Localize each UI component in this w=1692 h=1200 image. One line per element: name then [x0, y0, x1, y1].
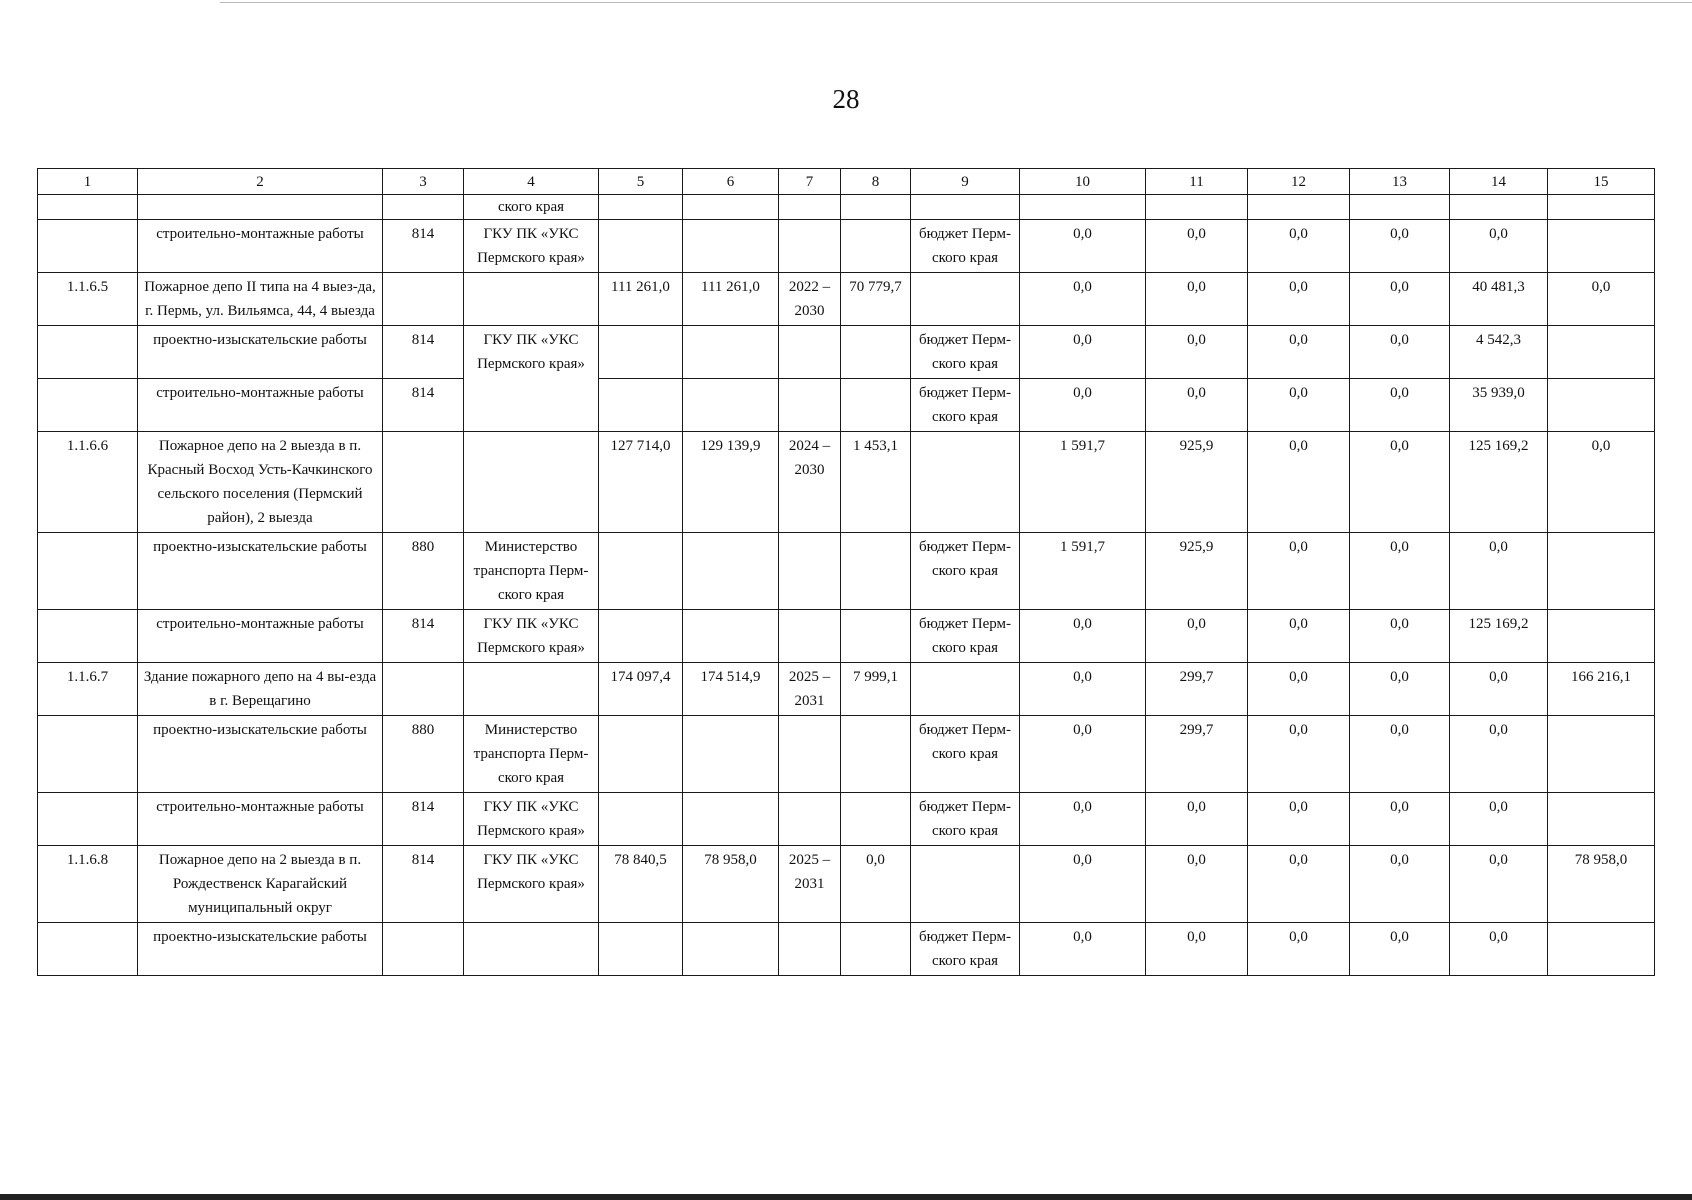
- value-cell: [599, 195, 683, 220]
- value-cell: 0,0: [1146, 326, 1248, 379]
- value-cell: [841, 793, 911, 846]
- name-cell: строительно-монтажные работы: [138, 379, 383, 432]
- value-cell: 0,0: [1248, 610, 1350, 663]
- row-number-cell: [38, 533, 138, 610]
- column-number: 13: [1350, 169, 1450, 195]
- table-row: [38, 663, 1655, 716]
- value-cell: 0,0: [1020, 273, 1146, 326]
- value-cell: 925,9: [1146, 533, 1248, 610]
- value-cell: 0,0: [1020, 379, 1146, 432]
- name-cell: строительно-монтажные работы: [138, 610, 383, 663]
- organization-cell: ГКУ ПК «УКС Пермского края»: [464, 610, 599, 663]
- value-cell: [599, 923, 683, 976]
- organization-cell: [464, 663, 599, 716]
- code-cell: 880: [383, 716, 464, 793]
- value-cell: 0,0: [1450, 663, 1548, 716]
- value-cell: 0,0: [1450, 846, 1548, 923]
- funding-source-cell: бюджет Перм-ского края: [911, 379, 1020, 432]
- name-cell: Пожарное депо на 2 выезда в п. Рождественск Карагайский муниципальный округ: [138, 846, 383, 923]
- table-row: [38, 432, 1655, 533]
- period-cell: [779, 793, 841, 846]
- column-number: 14: [1450, 169, 1548, 195]
- table-row: [38, 326, 1655, 379]
- period-cell: [779, 533, 841, 610]
- value-cell: [841, 923, 911, 976]
- value-cell: 0,0: [1350, 663, 1450, 716]
- value-cell: 0,0: [1350, 379, 1450, 432]
- value-cell: 0,0: [1248, 923, 1350, 976]
- value-cell: [841, 326, 911, 379]
- value-cell: 0,0: [1450, 793, 1548, 846]
- row-number-cell: [38, 220, 138, 273]
- value-cell: 0,0: [1450, 716, 1548, 793]
- value-cell: 0,0: [841, 846, 911, 923]
- table-row: [38, 923, 1655, 976]
- value-cell: 299,7: [1146, 663, 1248, 716]
- code-cell: 814: [383, 846, 464, 923]
- value-cell: [683, 716, 779, 793]
- value-cell: 0,0: [1548, 432, 1655, 533]
- value-cell: [1548, 379, 1655, 432]
- column-number: 7: [779, 169, 841, 195]
- funding-source-cell: бюджет Перм-ского края: [911, 326, 1020, 379]
- funding-source-cell: [911, 432, 1020, 533]
- value-cell: [683, 379, 779, 432]
- value-cell: 7 999,1: [841, 663, 911, 716]
- value-cell: 174 514,9: [683, 663, 779, 716]
- name-cell: проектно-изыскательские работы: [138, 533, 383, 610]
- value-cell: 0,0: [1248, 533, 1350, 610]
- value-cell: [1450, 195, 1548, 220]
- organization-cell: Министерство транспорта Перм-ского края: [464, 716, 599, 793]
- code-cell: 814: [383, 220, 464, 273]
- value-cell: [841, 610, 911, 663]
- page-number: 28: [832, 84, 860, 114]
- column-number: 1: [38, 169, 138, 195]
- value-cell: 0,0: [1350, 793, 1450, 846]
- table-row: [38, 379, 1655, 432]
- value-cell: [841, 716, 911, 793]
- value-cell: [1548, 716, 1655, 793]
- value-cell: [683, 195, 779, 220]
- budget-table: [37, 168, 1655, 976]
- value-cell: 0,0: [1350, 533, 1450, 610]
- value-cell: 0,0: [1248, 663, 1350, 716]
- value-cell: [1548, 326, 1655, 379]
- value-cell: [683, 533, 779, 610]
- scan-top-border: [220, 2, 1692, 3]
- value-cell: 35 939,0: [1450, 379, 1548, 432]
- period-cell: [779, 610, 841, 663]
- value-cell: 0,0: [1020, 716, 1146, 793]
- value-cell: [1548, 793, 1655, 846]
- organization-cell: ГКУ ПК «УКС Пермского края»: [464, 846, 599, 923]
- value-cell: [841, 379, 911, 432]
- code-cell: [383, 432, 464, 533]
- row-number-cell: 1.1.6.8: [38, 846, 138, 923]
- value-cell: 0,0: [1248, 273, 1350, 326]
- value-cell: 0,0: [1248, 716, 1350, 793]
- value-cell: [599, 793, 683, 846]
- period-cell: 2022 – 2030: [779, 273, 841, 326]
- name-cell: Пожарное депо на 2 выезда в п. Красный Восход Усть-Качкинского сельского поселения (Пермский район), 2 выезда: [138, 432, 383, 533]
- table-row: [38, 273, 1655, 326]
- row-number-cell: 1.1.6.7: [38, 663, 138, 716]
- code-cell: 814: [383, 793, 464, 846]
- code-cell: 814: [383, 379, 464, 432]
- code-cell: 880: [383, 533, 464, 610]
- name-cell: Пожарное депо II типа на 4 выез-да, г. Пермь, ул. Вильямса, 44, 4 выезда: [138, 273, 383, 326]
- value-cell: [683, 793, 779, 846]
- value-cell: 0,0: [1450, 923, 1548, 976]
- period-cell: [779, 923, 841, 976]
- value-cell: 0,0: [1146, 846, 1248, 923]
- period-cell: [779, 716, 841, 793]
- value-cell: 0,0: [1020, 220, 1146, 273]
- value-cell: [683, 220, 779, 273]
- code-cell: [383, 273, 464, 326]
- value-cell: [599, 379, 683, 432]
- table-row: [38, 610, 1655, 663]
- value-cell: 1 591,7: [1020, 533, 1146, 610]
- value-cell: 0,0: [1350, 716, 1450, 793]
- value-cell: 127 714,0: [599, 432, 683, 533]
- value-cell: 1 591,7: [1020, 432, 1146, 533]
- value-cell: [1350, 195, 1450, 220]
- name-cell: проектно-изыскательские работы: [138, 326, 383, 379]
- value-cell: 0,0: [1020, 846, 1146, 923]
- column-number: 10: [1020, 169, 1146, 195]
- column-number: 5: [599, 169, 683, 195]
- value-cell: 0,0: [1350, 610, 1450, 663]
- organization-cell: ГКУ ПК «УКС Пермского края»: [464, 793, 599, 846]
- funding-source-cell: бюджет Перм-ского края: [911, 716, 1020, 793]
- code-cell: [383, 663, 464, 716]
- period-cell: [779, 379, 841, 432]
- value-cell: 174 097,4: [599, 663, 683, 716]
- value-cell: [841, 220, 911, 273]
- row-number-cell: [38, 610, 138, 663]
- organization-cell: [464, 273, 599, 326]
- row-number-cell: [38, 716, 138, 793]
- column-number: 4: [464, 169, 599, 195]
- value-cell: 125 169,2: [1450, 432, 1548, 533]
- value-cell: 0,0: [1020, 923, 1146, 976]
- value-cell: 129 139,9: [683, 432, 779, 533]
- column-number: 6: [683, 169, 779, 195]
- column-number: 3: [383, 169, 464, 195]
- value-cell: 925,9: [1146, 432, 1248, 533]
- value-cell: 0,0: [1248, 379, 1350, 432]
- value-cell: [599, 610, 683, 663]
- value-cell: 111 261,0: [683, 273, 779, 326]
- funding-source-cell: бюджет Перм-ского края: [911, 220, 1020, 273]
- funding-source-cell: бюджет Перм-ского края: [911, 793, 1020, 846]
- code-cell: [383, 195, 464, 220]
- organization-cell: ГКУ ПК «УКС Пермского края»: [464, 220, 599, 273]
- value-cell: 0,0: [1248, 220, 1350, 273]
- organization-cell: [464, 923, 599, 976]
- value-cell: 111 261,0: [599, 273, 683, 326]
- code-cell: [383, 923, 464, 976]
- funding-source-cell: [911, 846, 1020, 923]
- value-cell: [1548, 195, 1655, 220]
- value-cell: 78 840,5: [599, 846, 683, 923]
- name-cell: проектно-изыскательские работы: [138, 923, 383, 976]
- value-cell: [599, 716, 683, 793]
- value-cell: 0,0: [1020, 663, 1146, 716]
- value-cell: [1548, 923, 1655, 976]
- funding-source-cell: бюджет Перм-ского края: [911, 533, 1020, 610]
- value-cell: 299,7: [1146, 716, 1248, 793]
- name-cell: строительно-монтажные работы: [138, 793, 383, 846]
- value-cell: [1020, 195, 1146, 220]
- value-cell: 125 169,2: [1450, 610, 1548, 663]
- value-cell: 0,0: [1248, 432, 1350, 533]
- value-cell: 0,0: [1248, 326, 1350, 379]
- row-number-cell: [38, 195, 138, 220]
- value-cell: [1548, 533, 1655, 610]
- value-cell: 0,0: [1350, 326, 1450, 379]
- table-row: [38, 195, 1655, 220]
- table-row: [38, 793, 1655, 846]
- value-cell: 0,0: [1146, 923, 1248, 976]
- row-number-cell: [38, 326, 138, 379]
- column-number-row: [38, 169, 1655, 195]
- value-cell: 0,0: [1146, 379, 1248, 432]
- column-number: 9: [911, 169, 1020, 195]
- value-cell: 0,0: [1350, 220, 1450, 273]
- organization-cell: ГКУ ПК «УКС Пермского края»: [464, 326, 599, 432]
- value-cell: 166 216,1: [1548, 663, 1655, 716]
- code-cell: 814: [383, 326, 464, 379]
- value-cell: 0,0: [1548, 273, 1655, 326]
- value-cell: 0,0: [1350, 273, 1450, 326]
- value-cell: [1548, 220, 1655, 273]
- funding-source-cell: бюджет Перм-ского края: [911, 923, 1020, 976]
- value-cell: [683, 923, 779, 976]
- table-row: [38, 220, 1655, 273]
- table-row: [38, 716, 1655, 793]
- table-row: [38, 533, 1655, 610]
- value-cell: 0,0: [1350, 846, 1450, 923]
- value-cell: 0,0: [1146, 220, 1248, 273]
- column-number: 8: [841, 169, 911, 195]
- period-cell: [779, 220, 841, 273]
- name-cell: Здание пожарного депо на 4 вы-езда в г. Верещагино: [138, 663, 383, 716]
- value-cell: 1 453,1: [841, 432, 911, 533]
- value-cell: 0,0: [1146, 793, 1248, 846]
- row-number-cell: [38, 793, 138, 846]
- value-cell: 40 481,3: [1450, 273, 1548, 326]
- value-cell: 0,0: [1450, 220, 1548, 273]
- organization-cell: [464, 432, 599, 533]
- value-cell: 0,0: [1020, 793, 1146, 846]
- column-number: 15: [1548, 169, 1655, 195]
- value-cell: [599, 533, 683, 610]
- value-cell: 0,0: [1248, 846, 1350, 923]
- column-number: 11: [1146, 169, 1248, 195]
- value-cell: [841, 533, 911, 610]
- value-cell: [599, 220, 683, 273]
- column-number: 2: [138, 169, 383, 195]
- period-cell: [779, 195, 841, 220]
- row-number-cell: 1.1.6.6: [38, 432, 138, 533]
- row-number-cell: 1.1.6.5: [38, 273, 138, 326]
- scan-bottom-border: [0, 1194, 1692, 1200]
- row-number-cell: [38, 379, 138, 432]
- value-cell: 0,0: [1248, 793, 1350, 846]
- column-number: 12: [1248, 169, 1350, 195]
- funding-source-cell: [911, 273, 1020, 326]
- value-cell: [1146, 195, 1248, 220]
- value-cell: 4 542,3: [1450, 326, 1548, 379]
- name-cell: [138, 195, 383, 220]
- code-cell: 814: [383, 610, 464, 663]
- organization-cell: ского края: [464, 195, 599, 220]
- value-cell: 0,0: [1350, 923, 1450, 976]
- value-cell: 78 958,0: [683, 846, 779, 923]
- name-cell: строительно-монтажные работы: [138, 220, 383, 273]
- funding-source-cell: [911, 663, 1020, 716]
- value-cell: 0,0: [1450, 533, 1548, 610]
- period-cell: 2025 – 2031: [779, 663, 841, 716]
- funding-source-cell: [911, 195, 1020, 220]
- value-cell: 70 779,7: [841, 273, 911, 326]
- value-cell: 0,0: [1146, 273, 1248, 326]
- row-number-cell: [38, 923, 138, 976]
- value-cell: [841, 195, 911, 220]
- funding-source-cell: бюджет Перм-ского края: [911, 610, 1020, 663]
- value-cell: 78 958,0: [1548, 846, 1655, 923]
- table-row: [38, 846, 1655, 923]
- value-cell: [683, 326, 779, 379]
- value-cell: 0,0: [1020, 610, 1146, 663]
- period-cell: 2024 – 2030: [779, 432, 841, 533]
- period-cell: 2025 – 2031: [779, 846, 841, 923]
- value-cell: 0,0: [1350, 432, 1450, 533]
- organization-cell: Министерство транспорта Перм-ского края: [464, 533, 599, 610]
- value-cell: [1248, 195, 1350, 220]
- period-cell: [779, 326, 841, 379]
- value-cell: [1548, 610, 1655, 663]
- name-cell: проектно-изыскательские работы: [138, 716, 383, 793]
- value-cell: [683, 610, 779, 663]
- value-cell: 0,0: [1146, 610, 1248, 663]
- value-cell: [599, 326, 683, 379]
- value-cell: 0,0: [1020, 326, 1146, 379]
